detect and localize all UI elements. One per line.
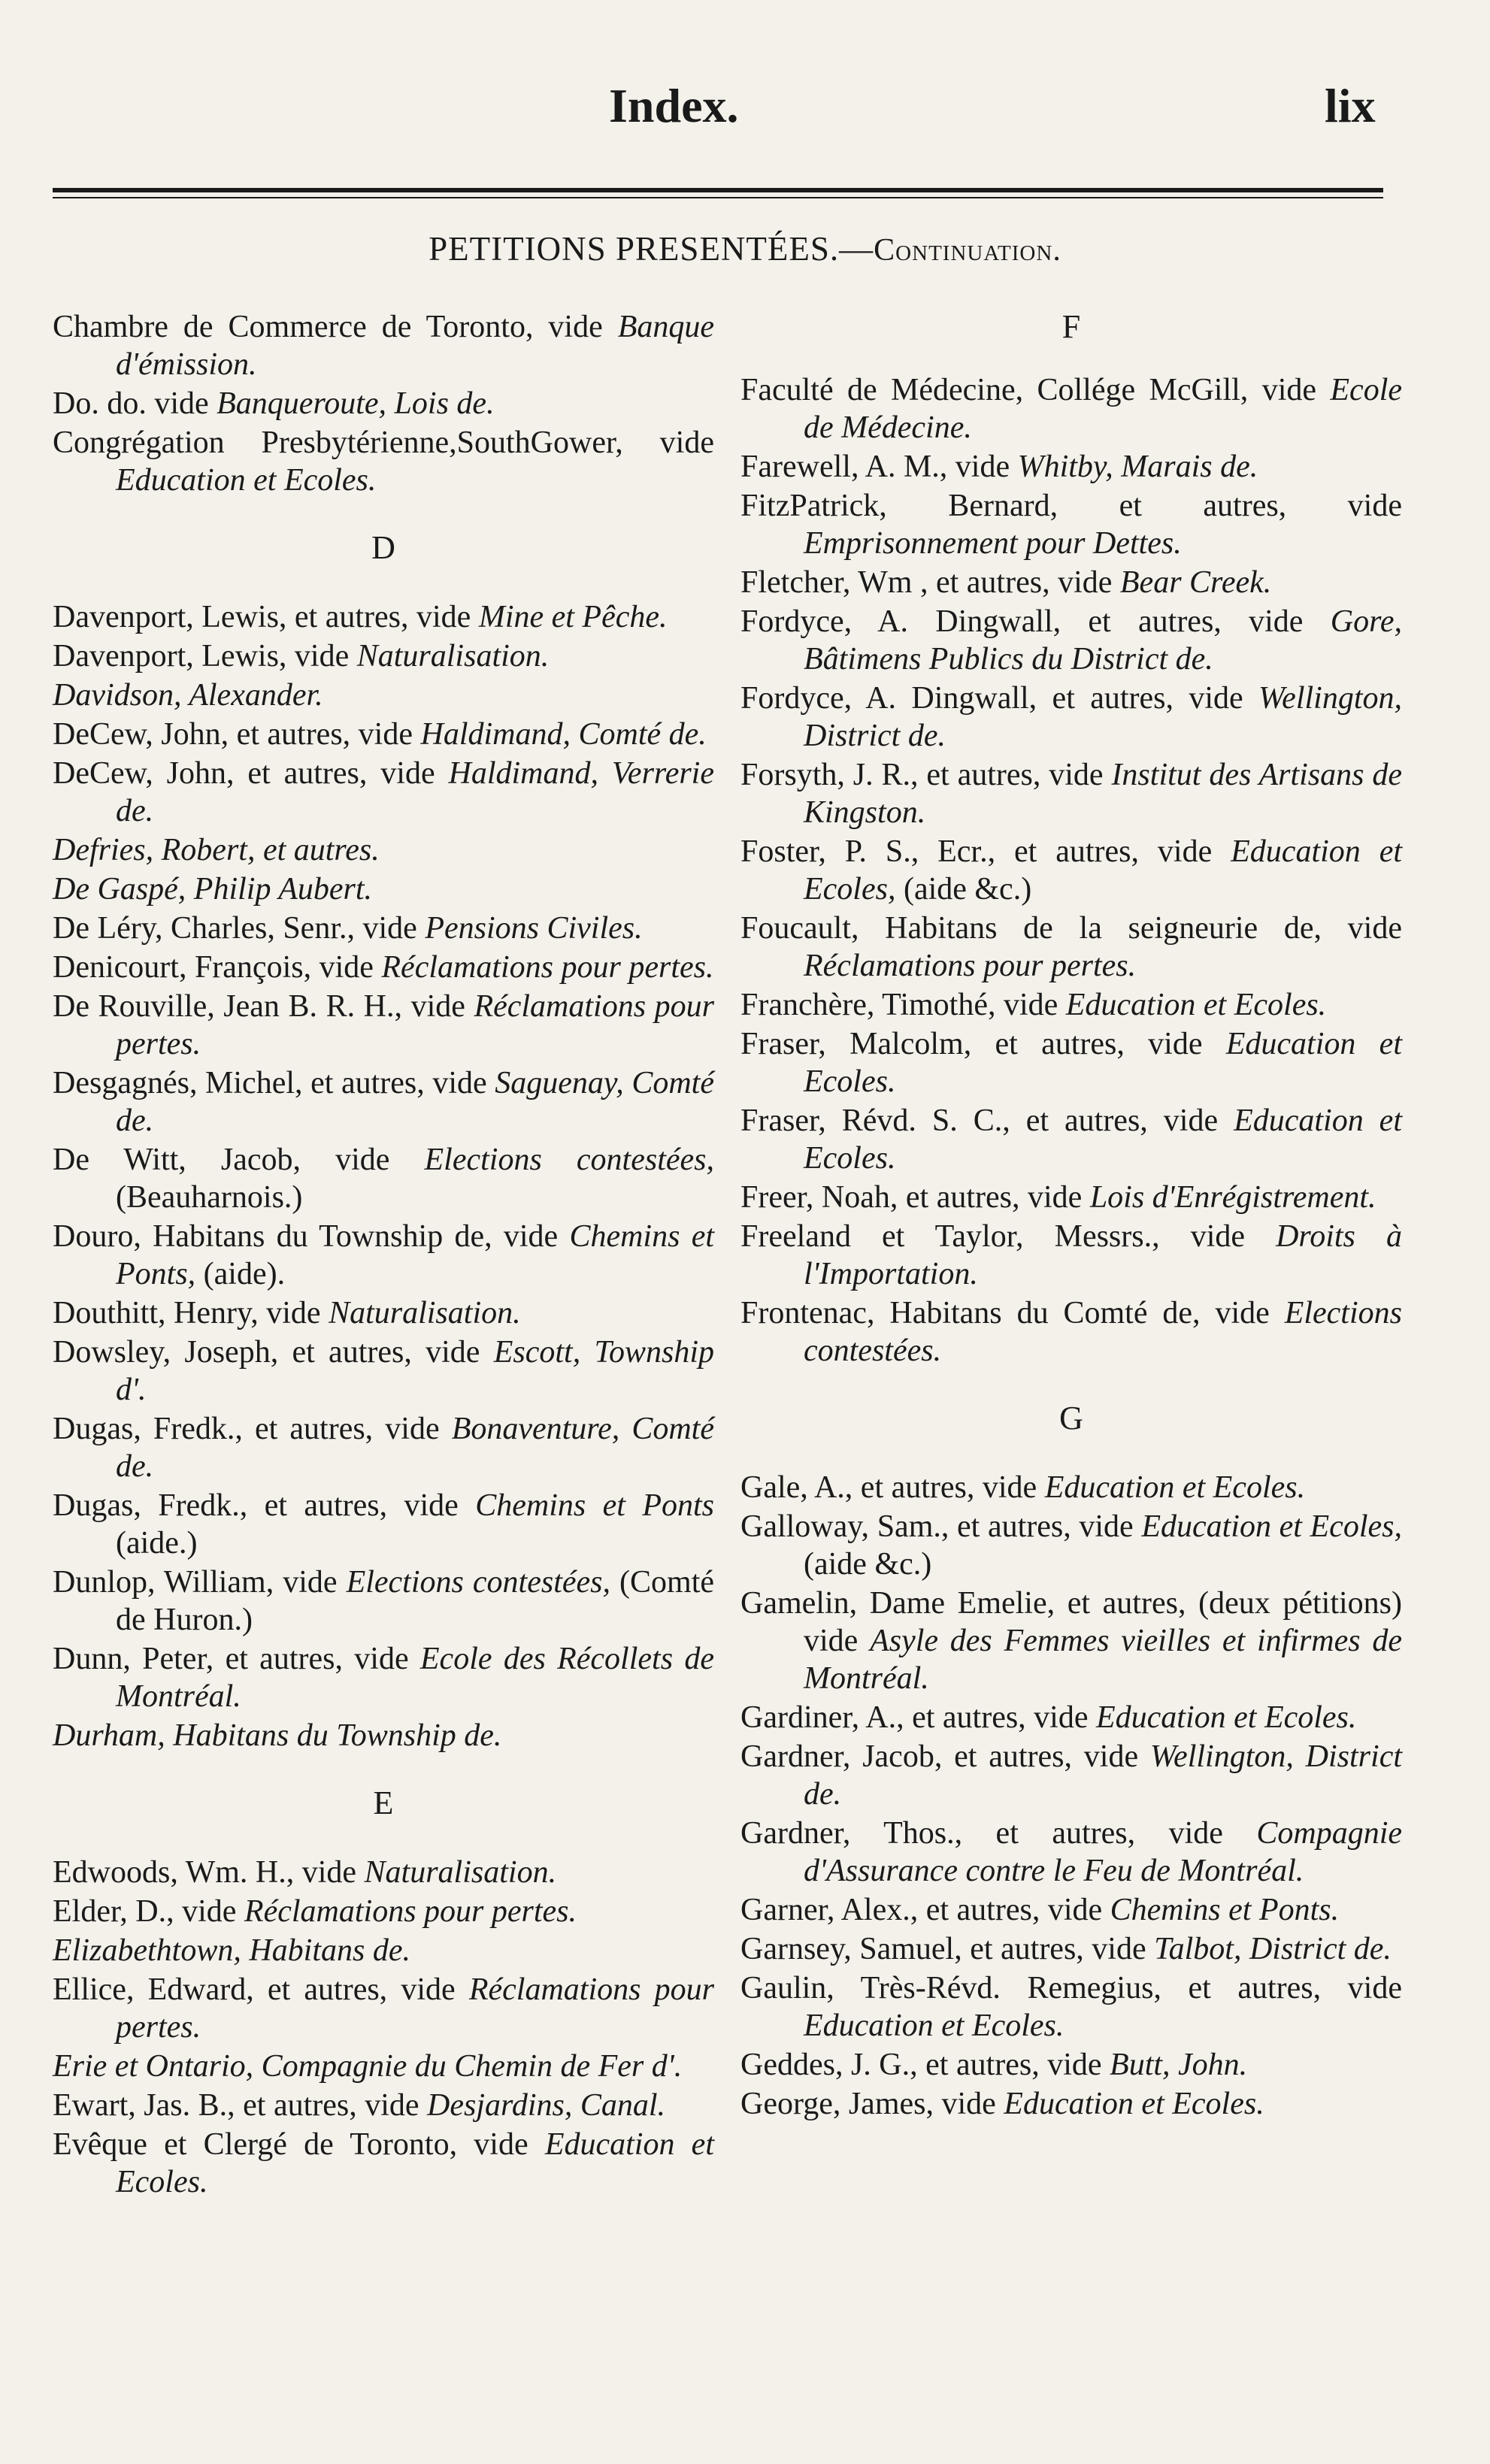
- index-entry: [740, 1508, 1402, 1583]
- index-entry: [740, 910, 1402, 985]
- index-entry: [53, 988, 714, 1063]
- index-entry: [740, 371, 1402, 446]
- entry-reference: Education et Ecoles.: [116, 2127, 714, 2199]
- entry-reference: Education et Ecoles.: [804, 2008, 1065, 2043]
- index-entry: [53, 308, 714, 383]
- entry-text: Farewell, A. M., vide: [740, 450, 1018, 484]
- index-letter-heading: D: [371, 529, 395, 566]
- entry-reference: Droits à l'Importation.: [804, 1219, 1402, 1291]
- entry-text: De Léry, Charles, Senr., vide: [53, 911, 425, 946]
- index-entry: [53, 385, 714, 422]
- entry-text: Davenport, Lewis, et autres, vide: [53, 600, 479, 634]
- entry-text: Chambre de Commerce de Toronto, vide: [53, 310, 618, 344]
- index-entry: [740, 986, 1402, 1024]
- index-entry: [740, 1585, 1402, 1697]
- index-entry: [740, 833, 1402, 908]
- entry-text: (aide.): [116, 1526, 198, 1560]
- entry-text: Foster, P. S., Ecr., et autres, vide: [740, 834, 1231, 869]
- entry-text: Frontenac, Habitans du Comté de, vide: [740, 1296, 1285, 1330]
- entry-reference: Mine et Pêche.: [478, 600, 668, 634]
- entry-reference: Whitby, Marais de.: [1017, 450, 1258, 484]
- index-letter-heading: E: [373, 1784, 394, 1821]
- index-entry: [53, 598, 714, 636]
- index-entry: [53, 910, 714, 947]
- index-entry: [53, 424, 714, 499]
- index-entry: [740, 1738, 1402, 1813]
- entry-text: Dunn, Peter, et autres, vide: [53, 1642, 420, 1676]
- entry-reference: Defries, Robert, et autres.: [53, 833, 380, 867]
- entry-text: Garner, Alex., et autres, vide: [740, 1893, 1110, 1927]
- entry-text: Congrégation Presbytérienne,SouthGower, vide: [53, 425, 714, 460]
- entry-text: Galloway, Sam., et autres, vide: [740, 1509, 1142, 1544]
- entry-text: (aide &c.): [895, 872, 1032, 907]
- index-entry: [53, 949, 714, 986]
- entry-reference: Réclamations pour pertes.: [381, 950, 714, 985]
- entry-reference: Education et Ecoles.: [1096, 1700, 1357, 1735]
- section-title-main: PETITIONS PRESENTÉES.—: [429, 230, 874, 268]
- entry-text: Fordyce, A. Dingwall, et autres, vide: [740, 681, 1259, 716]
- entry-reference: Education et Ecoles.: [116, 463, 377, 498]
- index-entry: [740, 1699, 1402, 1736]
- entry-reference: Escott, Township d'.: [116, 1335, 715, 1407]
- entry-text: DeCew, John, et autres, vide: [53, 756, 449, 791]
- entry-text: Fraser, Révd. S. C., et autres, vide: [740, 1103, 1234, 1138]
- index-entry: [53, 716, 714, 753]
- index-entry: [740, 1218, 1402, 1293]
- entry-reference: Davidson, Alexander.: [53, 678, 323, 713]
- entry-reference: Naturalisation.: [329, 1296, 521, 1330]
- index-entry: [53, 1410, 714, 1485]
- entry-text: DeCew, John, et autres, vide: [53, 717, 421, 752]
- entry-reference: Haldimand, Verrerie de.: [116, 756, 714, 828]
- entry-reference: Desjardins, Canal.: [427, 2088, 666, 2123]
- index-entry: [740, 1891, 1402, 1929]
- entry-reference: Lois d'Enrégistrement.: [1089, 1180, 1376, 1215]
- index-entry: [53, 1717, 714, 1754]
- entry-text: Do. do. vide: [53, 386, 217, 421]
- index-entry: [53, 677, 714, 714]
- entry-text: Denicourt, François, vide: [53, 950, 382, 985]
- entry-text: Douthitt, Henry, vide: [53, 1296, 329, 1330]
- index-entry: [53, 2126, 714, 2201]
- entry-text: Douro, Habitans du Township de, vide: [53, 1219, 570, 1254]
- entry-text: Ewart, Jas. B., et autres, vide: [53, 2088, 428, 2123]
- entry-text: (Beauharnois.): [116, 1180, 303, 1215]
- entry-reference: Emprisonnement pour Dettes.: [804, 526, 1182, 561]
- entry-text: De Rouville, Jean B. R. H., vide: [53, 989, 474, 1024]
- index-entry: [53, 1294, 714, 1332]
- entry-text: Freer, Noah, et autres, vide: [740, 1180, 1090, 1215]
- entry-reference: Elections contestées.: [804, 1296, 1402, 1368]
- entry-text: Gaulin, Très-Révd. Remegius, et autres, vide: [740, 1971, 1402, 2005]
- index-entry: [740, 603, 1402, 678]
- entry-reference: Chemins et Ponts,: [116, 1219, 715, 1291]
- index-entry: [740, 2085, 1402, 2123]
- entry-text: Foucault, Habitans de la seigneurie de, vide: [740, 911, 1402, 946]
- index-entry: [53, 1971, 714, 2046]
- index-entry: [53, 755, 714, 830]
- index-entry: [740, 1025, 1402, 1100]
- entry-reference: Wellington, District de.: [804, 681, 1402, 753]
- running-head-title: Index.: [609, 79, 739, 132]
- entry-reference: De Gaspé, Philip Aubert.: [53, 872, 373, 907]
- entry-text: Fletcher, Wm , et autres, vide: [740, 565, 1120, 600]
- index-entry: [740, 1179, 1402, 1216]
- entry-text: Elder, D., vide: [53, 1894, 244, 1929]
- entry-reference: Education et Ecoles.: [1044, 1470, 1306, 1505]
- entry-reference: Gore, Bâtimens Publics du District de.: [804, 604, 1402, 677]
- entry-reference: Saguenay, Comté de.: [116, 1066, 714, 1138]
- entry-reference: Elections contestées,: [346, 1565, 610, 1600]
- entry-reference: Réclamations pour pertes.: [244, 1894, 577, 1929]
- entry-reference: Naturalisation.: [356, 639, 550, 674]
- entry-text: Freeland et Taylor, Messrs., vide: [740, 1219, 1276, 1254]
- index-entry: [740, 756, 1402, 831]
- entry-reference: Talbot, District de.: [1154, 1932, 1392, 1966]
- entry-reference: Réclamations pour pertes.: [116, 1972, 715, 2045]
- entry-reference: Réclamations pour pertes.: [804, 949, 1137, 983]
- entry-reference: Asyle des Femmes vieilles et infirmes de Montréal.: [804, 1624, 1402, 1696]
- entry-text: FitzPatrick, Bernard, et autres, vide: [740, 489, 1402, 523]
- entry-text: Gardner, Jacob, et autres, vide: [740, 1739, 1150, 1774]
- index-entry: [740, 448, 1402, 486]
- entry-reference: Education et Ecoles.: [1065, 988, 1327, 1022]
- entry-reference: Bonaventure, Comté de.: [116, 1412, 714, 1484]
- entry-reference: Erie et Ontario, Compagnie du Chemin de Fer d'.: [53, 2049, 683, 2084]
- running-head: [0, 78, 1490, 138]
- entry-reference: Pensions Civiles.: [425, 911, 643, 946]
- section-title-continuation: Continuation.: [874, 233, 1061, 268]
- entry-text: Fraser, Malcolm, et autres, vide: [740, 1027, 1226, 1061]
- entry-reference: Haldimand, Comté de.: [420, 717, 707, 752]
- entry-text: Gale, A., et autres, vide: [740, 1470, 1045, 1505]
- entry-reference: Education et Ecoles,: [804, 834, 1402, 907]
- index-entry: [740, 1102, 1402, 1177]
- entry-reference: Wellington, District de.: [804, 1739, 1403, 1812]
- index-entry: [53, 1141, 714, 1216]
- index-entry: [53, 1218, 714, 1293]
- index-entry: [53, 1893, 714, 1930]
- entry-text: Dugas, Fredk., et autres, vide: [53, 1488, 476, 1523]
- page-number: lix: [1325, 79, 1376, 132]
- entry-reference: Education et Ecoles.: [1004, 2087, 1264, 2121]
- index-entry: [740, 1294, 1402, 1370]
- index-entry: [53, 2087, 714, 2124]
- index-entry: [53, 1487, 714, 1562]
- header-rule-thick: [53, 188, 1383, 192]
- index-entry: [53, 637, 714, 675]
- index-letter-heading: F: [1061, 308, 1081, 345]
- index-letter-heading: G: [1059, 1400, 1083, 1436]
- entry-text: (aide).: [195, 1257, 286, 1291]
- entry-text: Gardiner, A., et autres, vide: [740, 1700, 1096, 1735]
- entry-text: Gamelin, Dame Emelie, et autres, (deux pétitions) vide: [740, 1586, 1402, 1658]
- index-entry: [740, 1469, 1402, 1506]
- entry-reference: Butt, John.: [1110, 2048, 1248, 2082]
- entry-reference: Education et Ecoles.: [804, 1103, 1402, 1176]
- entry-text: Evêque et Clergé de Toronto, vide: [53, 2127, 545, 2162]
- entry-text: Faculté de Médecine, Collége McGill, vide: [740, 373, 1331, 407]
- index-entry: [53, 1854, 714, 1891]
- index-entry: [53, 831, 714, 869]
- index-column-left: [53, 308, 714, 2202]
- entry-text: Geddes, J. G., et autres, vide: [740, 2048, 1110, 2082]
- header-rule-thin: [53, 197, 1383, 198]
- entry-text: Desgagnés, Michel, et autres, vide: [53, 1066, 495, 1100]
- section-title: [0, 229, 1490, 268]
- entry-text: Edwoods, Wm. H., vide: [53, 1855, 365, 1890]
- index-entry: [53, 1932, 714, 1969]
- index-entry: [53, 1640, 714, 1715]
- entry-text: Dunlop, William, vide: [53, 1565, 347, 1600]
- entry-text: Dugas, Fredk., et autres, vide: [53, 1412, 452, 1446]
- entry-reference: Compagnie d'Assurance contre le Feu de Montréal.: [804, 1816, 1402, 1888]
- index-entry: [53, 2048, 714, 2085]
- entry-reference: Chemins et Ponts.: [1110, 1893, 1340, 1927]
- index-entry: [740, 2046, 1402, 2084]
- index-entry: [740, 1969, 1402, 2045]
- entry-text: Garnsey, Samuel, et autres, vide: [740, 1932, 1155, 1966]
- entry-reference: Elections contestées,: [424, 1143, 714, 1177]
- entry-reference: Banqueroute, Lois de.: [217, 386, 495, 421]
- entry-text: Forsyth, J. R., et autres, vide: [740, 758, 1112, 792]
- entry-text: (aide &c.): [804, 1547, 932, 1582]
- entry-text: Davenport, Lewis, vide: [53, 639, 357, 674]
- index-entry: [53, 1064, 714, 1140]
- entry-reference: Institut des Artisans de Kingston.: [804, 758, 1402, 830]
- index-column-right: [740, 308, 1402, 2124]
- index-entry: [53, 870, 714, 908]
- entry-reference: Ecole de Médecine.: [804, 373, 1402, 445]
- entry-reference: Bear Creek.: [1119, 565, 1272, 600]
- entry-text: Franchère, Timothé, vide: [740, 988, 1066, 1022]
- entry-text: Dowsley, Joseph, et autres, vide: [53, 1335, 494, 1370]
- entry-reference: Banque d'émission.: [116, 310, 714, 382]
- entry-reference: Réclamations pour pertes.: [116, 989, 714, 1061]
- index-entry: [740, 1815, 1402, 1890]
- entry-reference: Ecole des Récollets de Montréal.: [116, 1642, 714, 1714]
- index-entry: [53, 1563, 714, 1639]
- index-entry: [740, 680, 1402, 755]
- index-entry: [740, 487, 1402, 562]
- entry-reference: Naturalisation.: [364, 1855, 557, 1890]
- index-entry: [740, 564, 1402, 601]
- entry-text: (Comté de Huron.): [116, 1565, 715, 1637]
- entry-reference: Education et Ecoles.: [804, 1027, 1402, 1099]
- index-entry: [740, 1930, 1402, 1968]
- entry-reference: Education et Ecoles,: [1141, 1509, 1402, 1544]
- index-entry: [53, 1333, 714, 1409]
- entry-reference: Elizabethtown, Habitans de.: [53, 1933, 410, 1968]
- entry-reference: Durham, Habitans du Township de.: [53, 1718, 502, 1753]
- entry-reference: Chemins et Ponts: [475, 1488, 714, 1523]
- entry-text: George, James, vide: [740, 2087, 1004, 2121]
- entry-text: Ellice, Edward, et autres, vide: [53, 1972, 469, 2007]
- entry-text: De Witt, Jacob, vide: [53, 1143, 425, 1177]
- entry-text: Gardner, Thos., et autres, vide: [740, 1816, 1257, 1851]
- entry-text: Fordyce, A. Dingwall, et autres, vide: [740, 604, 1331, 639]
